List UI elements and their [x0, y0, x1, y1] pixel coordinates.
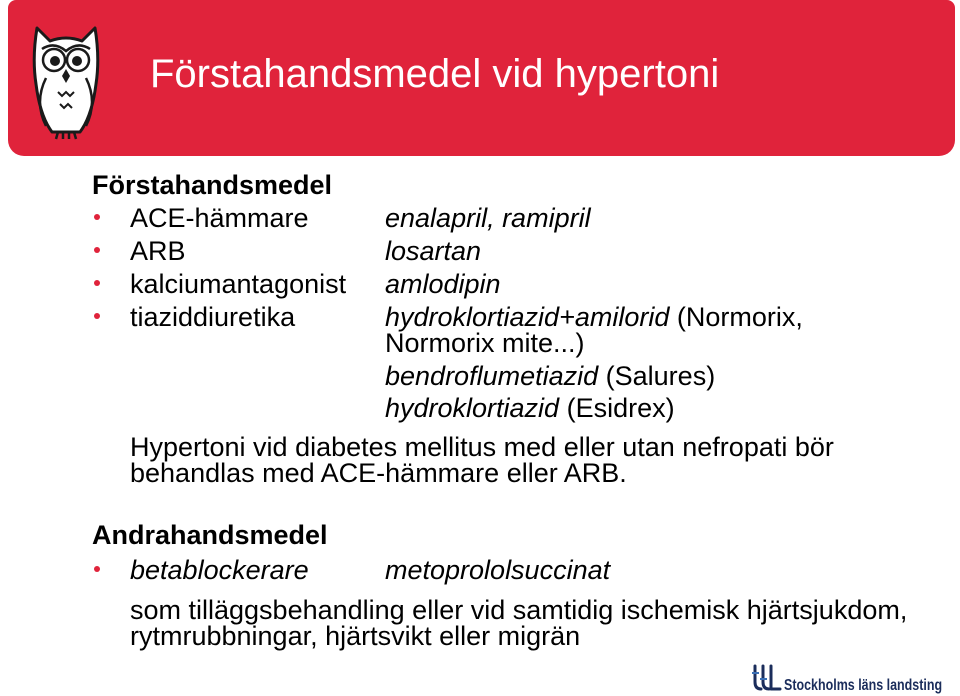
bullet — [94, 214, 100, 220]
list-item-ace-inhibitors — [0, 202, 960, 234]
thiazide-alternative — [0, 360, 960, 392]
brand-name: (Esidrex) — [566, 393, 675, 423]
list-item-beta-blockers — [0, 554, 960, 586]
beta-blocker-note-line-2: rytmrubbningar, hjärtsvikt eller migrän — [130, 621, 581, 651]
substances: losartan — [385, 236, 482, 266]
list-item-calcium-antagonists — [0, 268, 960, 300]
substances-line — [385, 392, 675, 424]
substances: amlodipin — [385, 269, 501, 299]
slide-title: Förstahandsmedel vid hypertoni — [150, 52, 720, 96]
drug-class: betablockerare — [130, 555, 309, 585]
brand-name: (Salures) — [605, 361, 716, 391]
thiazide-alternative — [0, 392, 960, 424]
bullet — [94, 247, 100, 253]
diabetes-note-line-1: Hypertoni vid diabetes mellitus med eller utan nefropati bör — [130, 432, 834, 462]
drug-class: ARB — [130, 236, 186, 266]
bullet — [94, 280, 100, 286]
substance: hydroklortiazid — [385, 393, 560, 423]
sll-logo-icon — [750, 664, 782, 692]
beta-blocker-note-line-1: som tilläggsbehandling eller vid samtidig ischemisk hjärtsjukdom, — [130, 595, 908, 625]
bullet — [94, 313, 100, 319]
substances: enalapril, ramipril — [385, 203, 591, 233]
bullet — [94, 566, 100, 572]
list-item-arb — [0, 235, 960, 267]
first-line-heading: Förstahandsmedel — [92, 170, 333, 200]
substances: hydroklortiazid+amilorid — [385, 302, 670, 332]
substances: metoprololsuccinat — [385, 555, 611, 585]
drug-class: tiaziddiuretika — [130, 302, 296, 332]
owl-icon — [28, 22, 104, 142]
second-line-heading: Andrahandsmedel — [92, 520, 328, 550]
brand-names: (Normorix, — [676, 302, 803, 332]
title-banner — [8, 0, 955, 156]
organization-name: Stockholms läns landsting — [784, 677, 943, 694]
drug-class: ACE-hämmare — [130, 203, 309, 233]
brand-names-continued: Normorix mite...) — [385, 328, 585, 358]
substance: bendroflumetiazid — [385, 361, 599, 391]
substances-line — [385, 360, 715, 392]
list-item-continuation — [0, 327, 960, 359]
diabetes-note-line-2: behandlas med ACE-hämmare eller ARB. — [130, 458, 627, 488]
drug-class: kalciumantagonist — [130, 269, 347, 299]
